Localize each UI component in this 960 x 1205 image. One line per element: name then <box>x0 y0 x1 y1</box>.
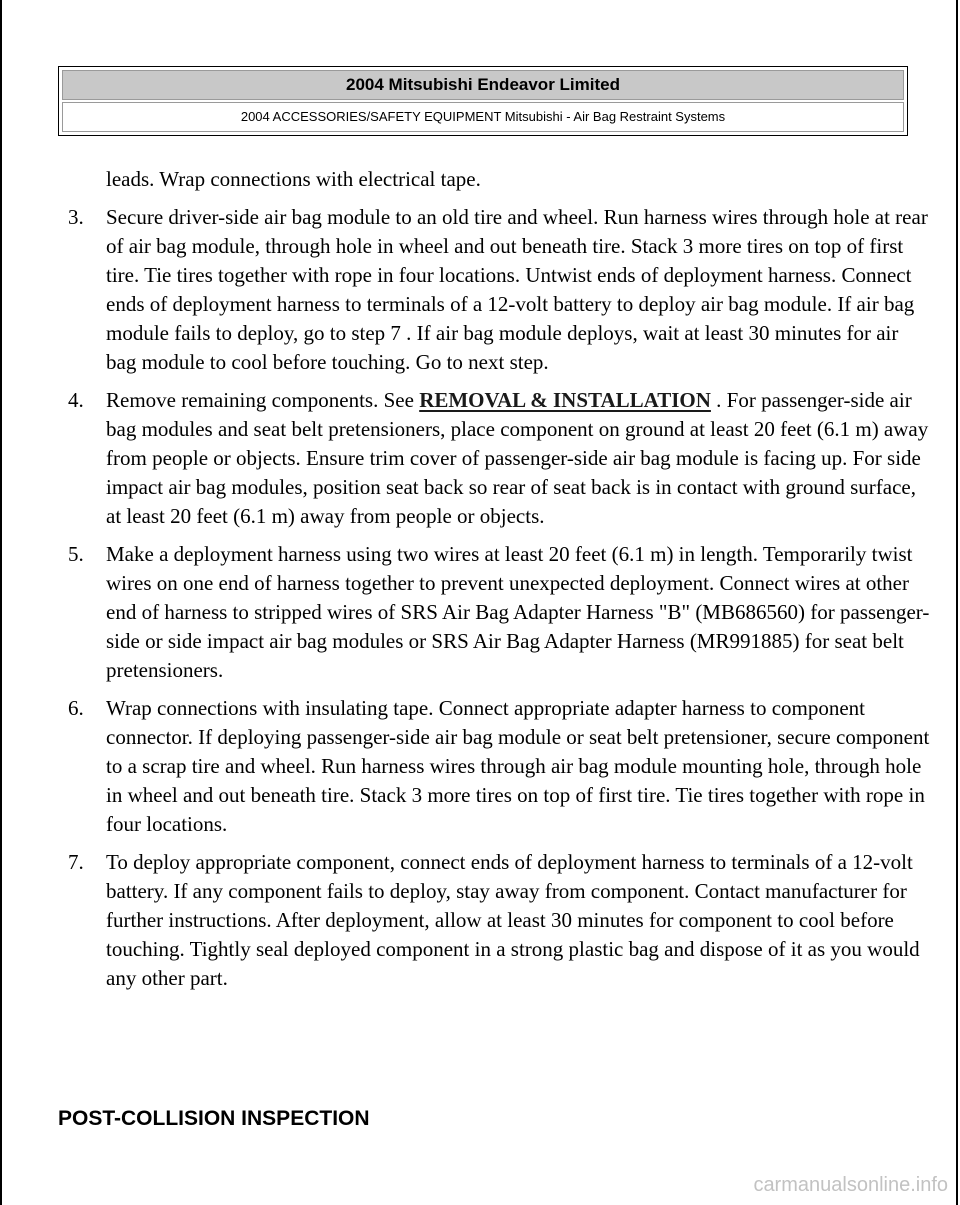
watermark: carmanualsonline.info <box>753 1174 948 1196</box>
step-7 <box>68 848 930 993</box>
step-number: 6. <box>68 696 84 720</box>
step-number: 4. <box>68 388 84 412</box>
removal-installation-link[interactable]: REMOVAL & INSTALLATION <box>419 388 711 412</box>
header-title: 2004 Mitsubishi Endeavor Limited <box>62 70 904 100</box>
step-5 <box>68 540 930 685</box>
step-text <box>106 386 930 531</box>
step-text-before-link: Remove remaining components. See <box>106 388 420 412</box>
step-text: Wrap connections with insulating tape. Connect appropriate adapter harness to component connector. If deploying passenger-side air bag module or seat belt pretensioner, secure component to a scrap tire and wheel. Run harness wires through air bag module mounting hole, through hole in wheel and out beneath tire. Stack 3 more tires on top of first tire. Tie tires together with rope in four locations. <box>106 696 930 836</box>
document-header <box>58 66 908 136</box>
step-text-after-link: . For passenger-side air bag modules and seat belt pretensioners, place component on ground at least 20 feet (6.1 m) away from people or objects. Ensure trim cover of passenger-side air bag module is facing up. For side impact air bag modules, position seat back so rear of seat back is in contact with ground surface, at least 20 feet (6.1 m) away from people or objects. <box>106 388 929 528</box>
step-3 <box>68 203 930 377</box>
procedure-content <box>68 165 930 1002</box>
step-number: 5. <box>68 542 84 566</box>
step-text: Secure driver-side air bag module to an old tire and wheel. Run harness wires through hole at rear of air bag module, through hole in wheel and out beneath tire. Stack 3 more tires on top of first tire. Tie tires together with rope in four locations. Untwist ends of deployment harness. Connect ends of deployment harness to terminals of a 12-volt battery to deploy air bag module. If air bag module fails to deploy, go to step 7 . If air bag module deploys, wait at least 30 minutes for air bag module to cool before touching. Go to next step. <box>106 205 928 374</box>
continuation-text: leads. Wrap connections with electrical tape. <box>106 167 481 191</box>
step-4 <box>68 386 930 531</box>
step-6 <box>68 694 930 839</box>
step-text: Make a deployment harness using two wires at least 20 feet (6.1 m) in length. Temporarily twist wires on one end of harness together to prevent unexpected deployment. Connect wires at other end of harness to stripped wires of SRS Air Bag Adapter Harness "B" (MB686560) for passenger-side or side impact air bag modules or SRS Air Bag Adapter Harness (MR991885) for seat belt pretensioners. <box>106 542 930 682</box>
section-heading: POST-COLLISION INSPECTION <box>58 1107 370 1130</box>
step-text: To deploy appropriate component, connect ends of deployment harness to terminals of a 12-volt battery. If any component fails to deploy, stay away from component. Contact manufacturer for further instructions. After deployment, allow at least 30 minutes for component to cool before touching. Tightly seal deployed component in a strong plastic bag and dispose of it as you would any other part. <box>106 850 920 990</box>
step-number: 3. <box>68 205 84 229</box>
step-number: 7. <box>68 850 84 874</box>
header-subtitle: 2004 ACCESSORIES/SAFETY EQUIPMENT Mitsubishi - Air Bag Restraint Systems <box>62 102 904 132</box>
header-inner <box>62 70 904 132</box>
